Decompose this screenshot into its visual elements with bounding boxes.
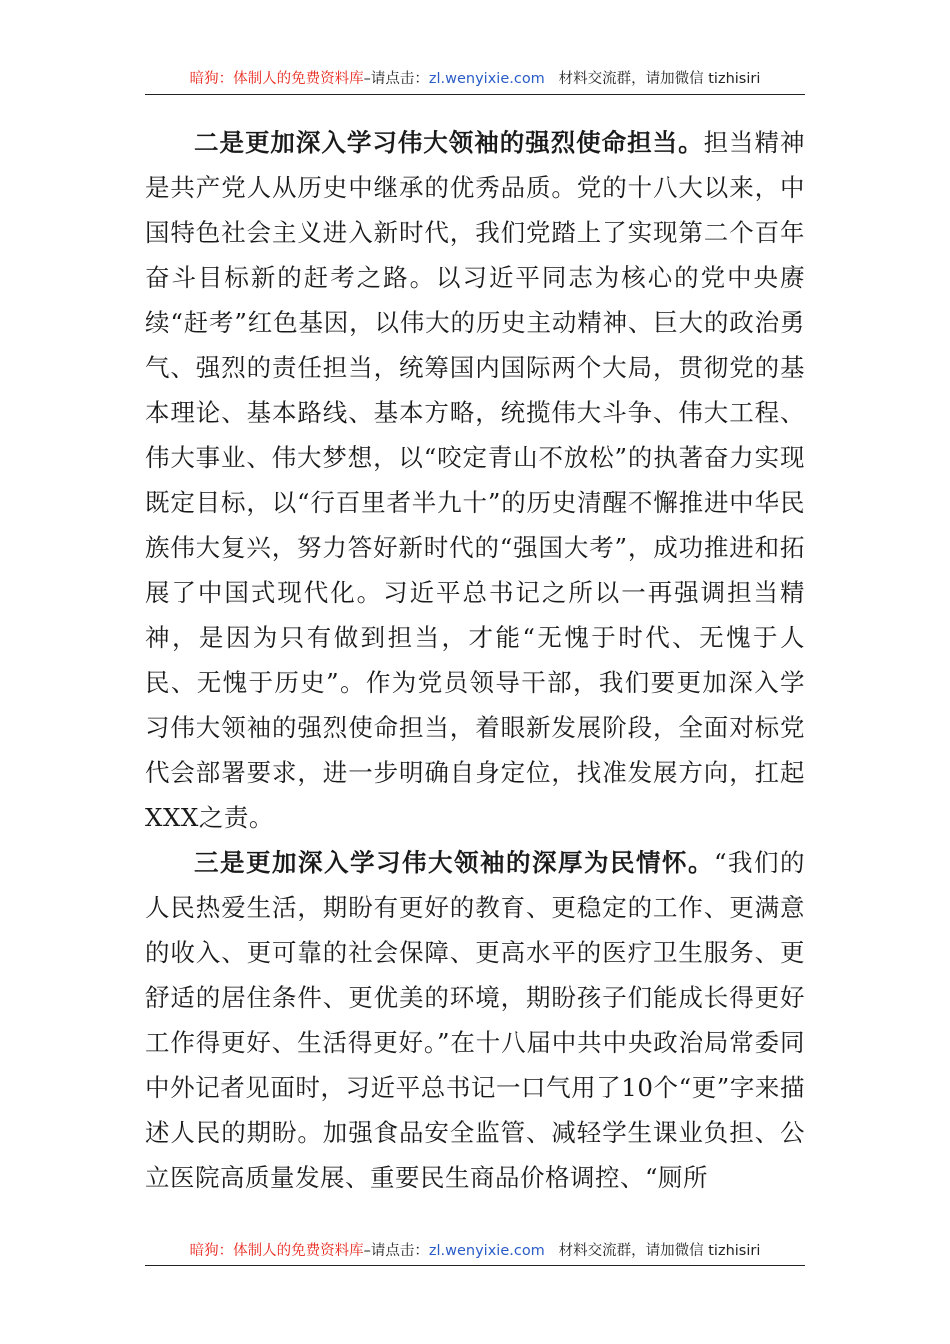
- paragraph-3-body: “我们的人民热爱生活，期盼有更好的教育、更稳定的工作、更满意的收入、更可靠的社会保障、更高水平的医疗卫生服务、更舒适的居住条件、更优美的环境，期盼孩子们能成长得更好工作得更好、生活得更好。”在十八届中共中央政治局常委同中外记者见面时，习近平总书记一口气用了10个“更”字来描述人民的期盼。加强食品安全监管、减轻学生课业负担、公立医院高质量发展、重要民生商品价格调控、“厕所: [145, 848, 806, 1192]
- paragraph-3: [145, 840, 805, 1200]
- header-banner: [145, 66, 805, 92]
- paragraph-2-body: 担当精神是共产党人从历史中继承的优秀品质。党的十八大以来，中国特色社会主义进入新时代，我们党踏上了实现第二个百年奋斗目标新的赶考之路。以习近平同志为核心的党中央赓续“赶考”红色基因，以伟大的历史主动精神、巨大的政治勇气、强烈的责任担当，统筹国内国际两个大局，贯彻党的基本理论、基本路线、基本方略，统揽伟大斗争、伟大工程、伟大事业、伟大梦想，以“咬定青山不放松”的执著奋力实现既定目标，以“行百里者半九十”的历史清醒不懈推进中华民族伟大复兴，努力答好新时代的“强国大考”，成功推进和拓展了中国式现代化。习近平总书记之所以一再强调担当精神，是因为只有做到担当，才能“无愧于时代、无愧于人民、无愧于历史”。作为党员领导干部，我们要更加深入学习伟大领袖的强烈使命担当，着眼新发展阶段，全面对标党代会部署要求，进一步明确自身定位，找准发展方向，扛起XXX之责。: [145, 128, 806, 832]
- paragraph-2: [145, 120, 805, 840]
- footer-divider: [145, 1265, 805, 1266]
- banner-group-info: 材料交流群，请加微信 tizhisiri: [558, 71, 761, 87]
- banner-url-link[interactable]: zl.wenyixie.com: [428, 71, 545, 87]
- header-divider: [145, 94, 805, 95]
- footer-site-name: 暗狗：体制人的免费资料库: [189, 1243, 364, 1259]
- document-body: [145, 120, 805, 1200]
- paragraph-2-lead: 二是更加深入学习伟大领袖的强烈使命担当。: [194, 128, 704, 157]
- footer-banner: [145, 1238, 805, 1264]
- footer-click-label: –请点击：: [363, 1243, 429, 1259]
- banner-click-label: –请点击：: [363, 71, 429, 87]
- banner-site-name: 暗狗：体制人的免费资料库: [189, 71, 364, 87]
- footer-url-link[interactable]: zl.wenyixie.com: [428, 1243, 545, 1259]
- footer-group-info: 材料交流群，请加微信 tizhisiri: [558, 1243, 761, 1259]
- paragraph-3-lead: 三是更加深入学习伟大领袖的深厚为民情怀。: [194, 848, 714, 877]
